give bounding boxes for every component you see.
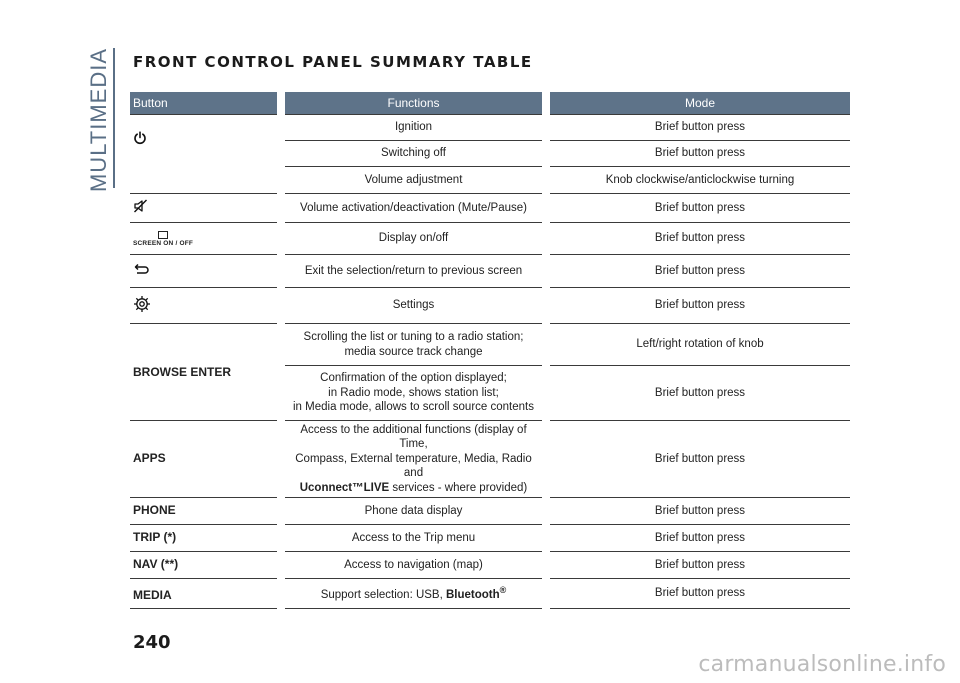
power-icon — [133, 131, 147, 145]
summary-table — [130, 92, 850, 609]
mode-cell: Brief button press — [550, 366, 850, 421]
function-cell: Volume activation/deactivation (Mute/Pause) — [285, 194, 542, 223]
mute-icon — [133, 199, 149, 213]
mode-cell: Brief button press — [550, 421, 850, 498]
table-row — [130, 524, 850, 551]
function-cell: Phone data display — [285, 497, 542, 524]
mode-cell: Brief button press — [550, 524, 850, 551]
function-line: in Media mode, allows to scroll source contents — [293, 401, 534, 414]
table-row — [130, 421, 850, 498]
screen-on-off-icon — [133, 229, 193, 248]
header-button: Button — [130, 92, 277, 115]
mode-cell: Brief button press — [550, 255, 850, 288]
table-row — [130, 115, 850, 141]
header-mode: Mode — [550, 92, 850, 115]
table-row — [130, 324, 850, 366]
uconnect-live-label: Uconnect™LIVE — [299, 481, 390, 494]
section-side-label — [84, 47, 114, 193]
browse-enter-button-cell: BROWSE ENTER — [130, 324, 277, 421]
mode-cell: Knob clockwise/anticlockwise turning — [550, 167, 850, 194]
page-number: 240 — [133, 632, 171, 653]
power-button-cell — [130, 115, 277, 194]
function-cell: Display on/off — [285, 223, 542, 255]
settings-icon — [133, 295, 151, 313]
header-functions: Functions — [285, 92, 542, 115]
settings-button-cell — [130, 288, 277, 324]
page-title: FRONT CONTROL PANEL SUMMARY TABLE — [133, 53, 533, 71]
function-cell: Access to navigation (map) — [285, 551, 542, 578]
function-line: Confirmation of the option displayed; — [320, 372, 507, 385]
mode-cell: Brief button press — [550, 115, 850, 141]
table-row — [130, 578, 850, 608]
media-button-cell: MEDIA — [130, 578, 277, 608]
function-cell — [285, 324, 542, 366]
mode-cell: Brief button press — [550, 288, 850, 324]
function-line: Support selection: USB, — [320, 588, 446, 601]
mode-cell: Brief button press — [550, 497, 850, 524]
function-cell — [285, 578, 542, 608]
apps-button-cell: APPS — [130, 421, 277, 498]
table-row — [130, 194, 850, 223]
mode-cell: Brief button press — [550, 194, 850, 223]
mode-cell: Brief button press — [550, 141, 850, 167]
table-row — [130, 223, 850, 255]
mode-cell: Brief button press — [550, 551, 850, 578]
screen-on-off-icon-text: SCREEN ON / OFF — [133, 239, 194, 247]
function-cell — [285, 366, 542, 421]
mute-button-cell — [130, 194, 277, 223]
function-line: Compass, External temperature, Media, Radio and — [295, 452, 532, 480]
section-side-label-text: MULTIMEDIA — [86, 47, 112, 193]
screen-button-cell — [130, 223, 277, 255]
mode-cell: Left/right rotation of knob — [550, 324, 850, 366]
phone-button-cell: PHONE — [130, 497, 277, 524]
function-cell — [285, 421, 542, 498]
table-row — [130, 288, 850, 324]
function-cell: Settings — [285, 288, 542, 324]
trip-button-cell: TRIP (*) — [130, 524, 277, 551]
mode-cell: Brief button press — [550, 223, 850, 255]
table-header-row — [130, 92, 850, 115]
back-arrow-icon — [133, 263, 149, 275]
watermark: carmanualsonline.info — [698, 652, 946, 677]
section-side-rule — [113, 48, 115, 188]
function-line: media source track change — [344, 345, 483, 358]
nav-button-cell: NAV (**) — [130, 551, 277, 578]
function-cell: Ignition — [285, 115, 542, 141]
function-cell: Volume adjustment — [285, 167, 542, 194]
function-line: in Radio mode, shows station list; — [328, 386, 499, 399]
function-cell: Exit the selection/return to previous screen — [285, 255, 542, 288]
table-row — [130, 551, 850, 578]
table-row — [130, 497, 850, 524]
function-line: Access to the additional functions (display of Time, — [300, 424, 527, 451]
mode-cell: Brief button press — [550, 578, 850, 608]
function-cell: Switching off — [285, 141, 542, 167]
function-line: services - where provided) — [389, 481, 528, 494]
function-cell: Access to the Trip menu — [285, 524, 542, 551]
registered-mark: ® — [499, 584, 507, 595]
bluetooth-label: Bluetooth — [446, 588, 500, 601]
table-row — [130, 255, 850, 288]
back-button-cell — [130, 255, 277, 288]
function-line: Scrolling the list or tuning to a radio station; — [303, 331, 524, 344]
